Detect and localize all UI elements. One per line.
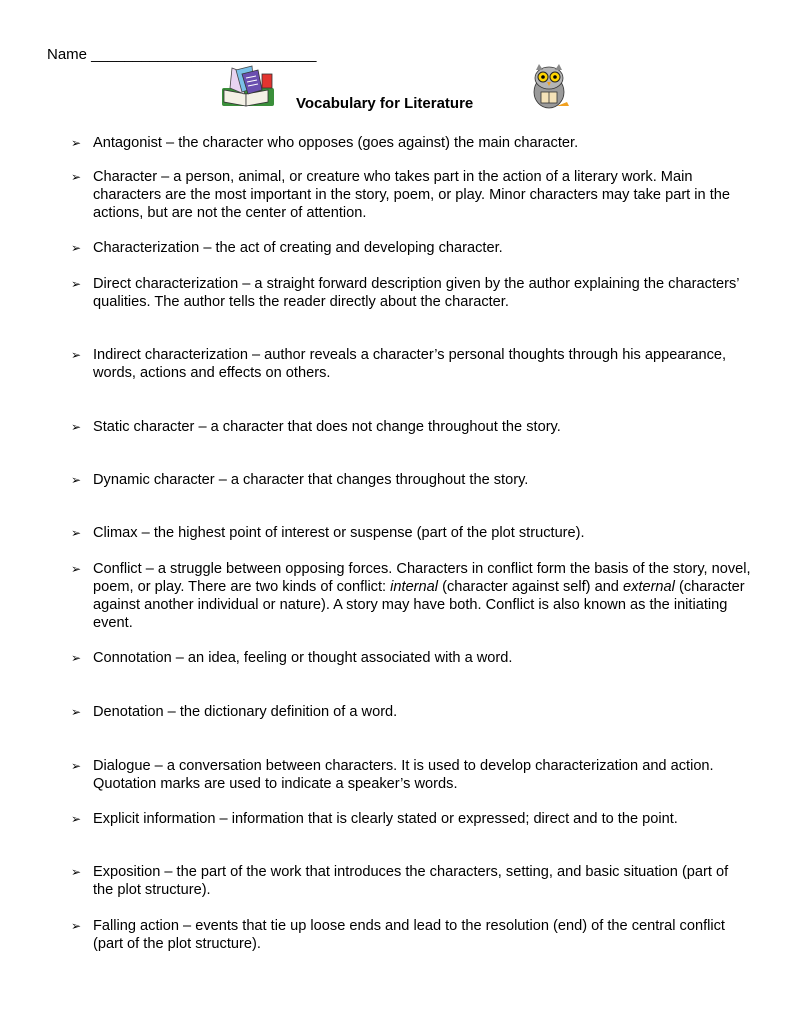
vocab-item-indirect-characterization [71, 346, 751, 382]
arrow-bullet-icon: ➢ [71, 136, 82, 150]
vocab-definition: Falling action – events that tie up loose ends and lead to the resolution (end) of the central conflict (part of the plot structure). [93, 918, 725, 952]
vocab-item-dialogue [71, 757, 751, 793]
arrow-bullet-icon: ➢ [71, 526, 82, 540]
vocab-definition: Connotation – an idea, feeling or thought associated with a word. [93, 650, 513, 666]
open-book-icon [218, 64, 276, 110]
arrow-bullet-icon: ➢ [71, 865, 82, 879]
vocab-definition: Conflict – a struggle between opposing forces. Characters in conflict form the basis of the story, novel, poem, or play. There are two kinds of conflict: internal (character against self) and external (character against another individual or nature). A story may have both. Conflict is also known as the initiating event. [93, 561, 751, 631]
arrow-bullet-icon: ➢ [71, 919, 82, 933]
arrow-bullet-icon: ➢ [71, 473, 82, 487]
vocab-definition: Denotation – the dictionary definition of a word. [93, 704, 398, 720]
arrow-bullet-icon: ➢ [71, 562, 82, 576]
vocab-item-denotation [71, 703, 751, 721]
arrow-bullet-icon: ➢ [71, 170, 82, 184]
name-field-label: Name ___________________________ [47, 46, 317, 63]
vocab-item-static-character [71, 418, 751, 436]
vocab-definition: Indirect characterization – author reveals a character’s personal thoughts through his appearance, words, actions and effects on others. [93, 347, 727, 381]
vocab-definition: Explicit information – information that is clearly stated or expressed; direct and to the point. [93, 811, 678, 827]
vocab-item-conflict [71, 560, 751, 632]
vocab-definition: Character – a person, animal, or creature who takes part in the action of a literary work. Main characters are the most important in the story, poem, or play. Minor characters may take part in the actions, but are not the center of attention. [93, 169, 730, 221]
arrow-bullet-icon: ➢ [71, 277, 82, 291]
vocab-item-explicit-information [71, 810, 751, 828]
vocab-definition: Dynamic character – a character that changes throughout the story. [93, 472, 529, 488]
arrow-bullet-icon: ➢ [71, 420, 82, 434]
vocab-definition: Static character – a character that does not change throughout the story. [93, 419, 561, 435]
vocab-item-dynamic-character [71, 471, 751, 489]
vocab-item-climax [71, 524, 751, 542]
vocab-definition: Antagonist – the character who opposes (goes against) the main character. [93, 135, 579, 151]
vocab-item-antagonist [71, 134, 751, 152]
arrow-bullet-icon: ➢ [71, 241, 82, 255]
arrow-bullet-icon: ➢ [71, 705, 82, 719]
vocab-item-direct-characterization [71, 275, 751, 311]
vocab-item-character [71, 168, 751, 222]
vocab-definition: Characterization – the act of creating and developing character. [93, 240, 503, 256]
vocab-item-connotation [71, 649, 751, 667]
arrow-bullet-icon: ➢ [71, 812, 82, 826]
arrow-bullet-icon: ➢ [71, 348, 82, 362]
page-title: Vocabulary for Literature [296, 95, 474, 112]
vocab-definition: Climax – the highest point of interest or suspense (part of the plot structure). [93, 525, 585, 541]
vocab-item-falling-action [71, 917, 751, 953]
arrow-bullet-icon: ➢ [71, 759, 82, 773]
vocab-definition: Direct characterization – a straight forward description given by the author explaining the characters’ qualities. The author tells the reader directly about the character. [93, 276, 739, 310]
vocab-item-exposition [71, 863, 751, 899]
vocab-definition: Dialogue – a conversation between characters. It is used to develop characterization and action. Quotation marks are used to indicate a speaker’s words. [93, 758, 714, 792]
vocab-item-characterization [71, 239, 751, 257]
vocab-definition: Exposition – the part of the work that introduces the characters, setting, and basic situation (part of the plot structure). [93, 864, 729, 898]
arrow-bullet-icon: ➢ [71, 651, 82, 665]
reading-owl-icon [527, 62, 573, 110]
